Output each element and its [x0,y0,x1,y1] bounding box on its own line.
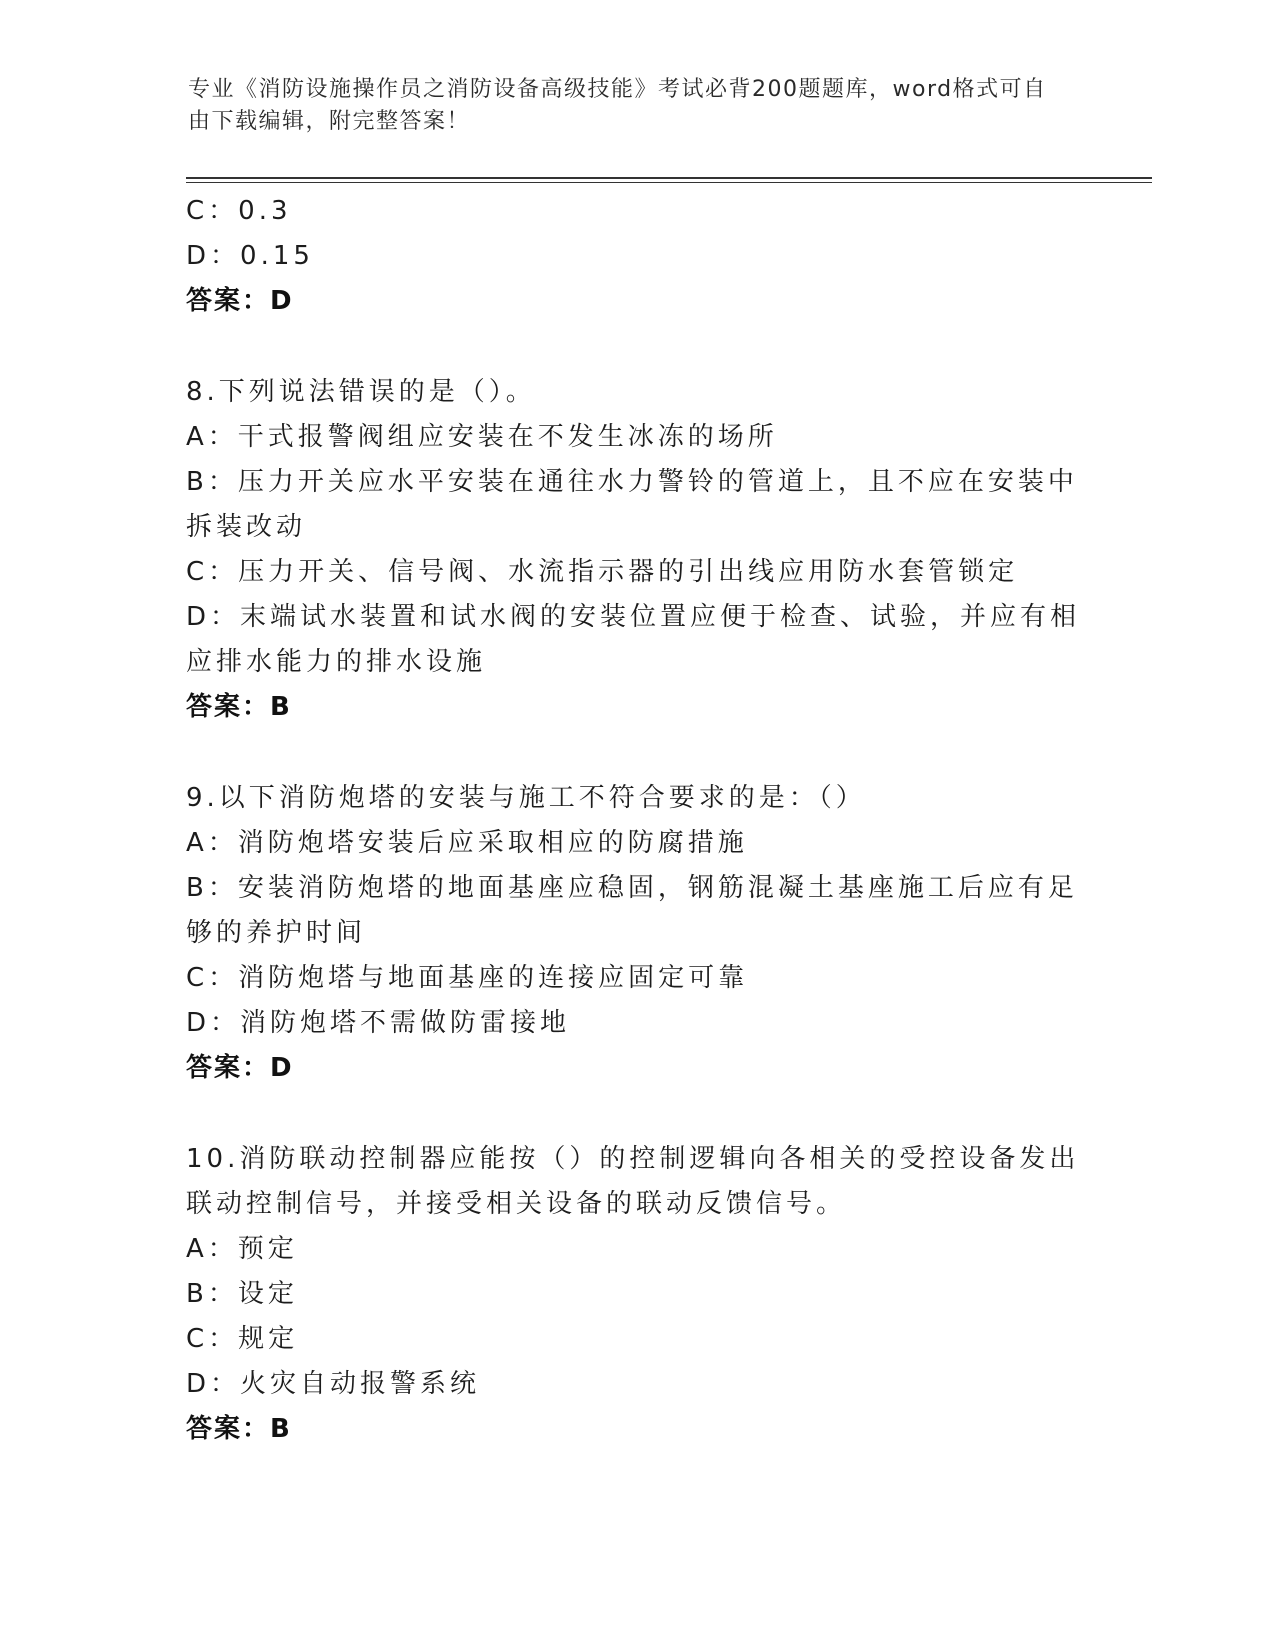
option-d: D：0.15 [186,241,314,271]
option-c: C：规定 [186,1324,299,1354]
previous-question-tail [186,189,1086,324]
option-b: B：设定 [186,1279,298,1309]
option-b: B：压力开关应水平安装在通往水力警铃的管道上，且不应在安装中拆装改动 [186,467,1078,542]
option-d: D：火灾自动报警系统 [186,1369,481,1399]
option-a: A：干式报警阀组应安装在不发生冰冻的场所 [186,422,778,452]
question-stem: 8.下列说法错误的是（）。 [186,377,536,407]
question-9 [186,776,1086,1091]
spacer [186,1091,1086,1137]
spacer [186,730,1086,776]
option-d: D：消防炮塔不需做防雷接地 [186,1008,571,1038]
question-stem: 10.消防联动控制器应能按（）的控制逻辑向各相关的受控设备发出联动控制信号，并接受相关设备的联动反馈信号。 [186,1144,1080,1219]
spacer [186,324,1086,370]
answer-line: 答案：B [186,692,292,722]
option-a: A：预定 [186,1234,298,1264]
header-rule-thick [186,177,1152,179]
option-c: C：0.3 [186,196,292,226]
question-8 [186,370,1086,730]
option-c: C：压力开关、信号阀、水流指示器的引出线应用防水套管锁定 [186,557,1019,587]
option-a: A：消防炮塔安装后应采取相应的防腐措施 [186,828,748,858]
option-c: C：消防炮塔与地面基座的连接应固定可靠 [186,963,749,993]
answer-line: 答案：B [186,1414,292,1444]
option-b: B：安装消防炮塔的地面基座应稳固，钢筋混凝土基座施工后应有足够的养护时间 [186,873,1078,948]
answer-line: 答案：D [186,1053,294,1083]
document-body [186,189,1086,1452]
question-10 [186,1137,1086,1452]
option-d: D：末端试水装置和试水阀的安装位置应便于检查、试验，并应有相应排水能力的排水设施 [186,602,1081,677]
answer-line: 答案：D [186,286,294,316]
document-header: 专业《消防设施操作员之消防设备高级技能》考试必背200题题库，word格式可自由下载编辑，附完整答案！ [188,77,1047,134]
header-rule-thin [186,182,1152,183]
question-stem: 9.以下消防炮塔的安装与施工不符合要求的是：（） [186,783,866,813]
